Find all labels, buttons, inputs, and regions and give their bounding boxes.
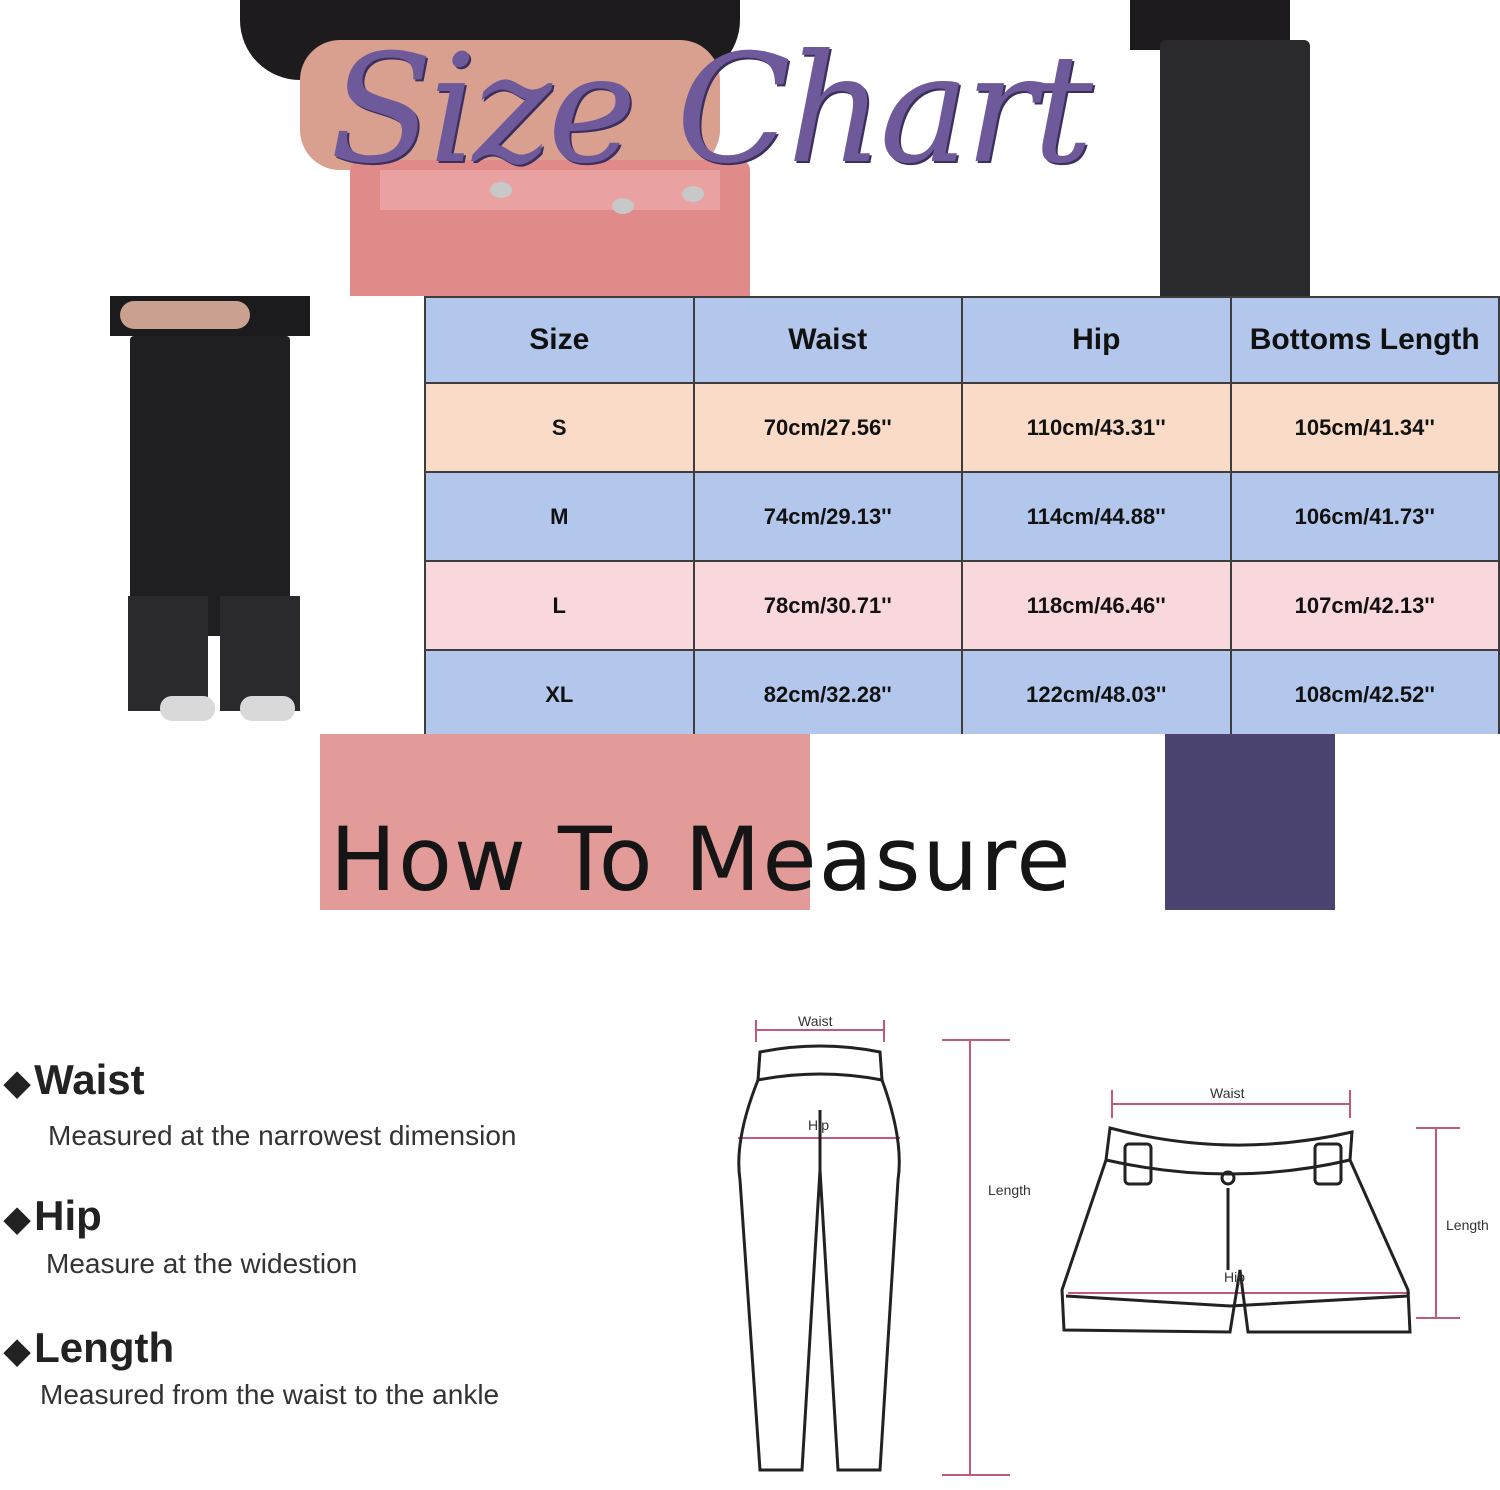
cell-size: L (425, 561, 694, 650)
waist-description: Measured at the narrowest dimension (48, 1120, 517, 1151)
cell-hip: 110cm/43.31'' (962, 383, 1231, 472)
header-size: Size (425, 297, 694, 383)
diamond-bullet-icon: ◆ (4, 1332, 31, 1370)
table-row (425, 472, 1499, 561)
cell-length: 106cm/41.73'' (1231, 472, 1500, 561)
model-photo (60, 296, 424, 734)
header-hip: Hip (962, 297, 1231, 383)
cell-size: XL (425, 650, 694, 739)
how-to-measure-title: How To Measure (330, 808, 1073, 911)
table-row (425, 650, 1499, 739)
cell-size: S (425, 383, 694, 472)
cell-length: 107cm/42.13'' (1231, 561, 1500, 650)
shorts-hip-label: Hip (1224, 1269, 1246, 1285)
header-waist: Waist (694, 297, 963, 383)
waist-heading: ◆Waist (4, 1056, 145, 1103)
cell-hip: 118cm/46.46'' (962, 561, 1231, 650)
shorts-waist-label: Waist (1210, 1085, 1245, 1101)
pants-length-label: Length (988, 1182, 1031, 1198)
size-table (424, 296, 1500, 740)
shorts-length-label: Length (1446, 1217, 1489, 1233)
table-row (425, 383, 1499, 472)
cell-hip: 122cm/48.03'' (962, 650, 1231, 739)
shorts-diagram (1050, 1070, 1500, 1380)
pants-diagram (720, 1000, 1060, 1490)
table-row (425, 561, 1499, 650)
cell-waist: 78cm/30.71'' (694, 561, 963, 650)
pants-waist-label: Waist (798, 1013, 833, 1029)
length-heading: ◆Length (4, 1324, 175, 1371)
length-description: Measured from the waist to the ankle (40, 1379, 500, 1410)
cell-hip: 114cm/44.88'' (962, 472, 1231, 561)
hip-description: Measure at the widestion (46, 1248, 358, 1279)
pants-hip-label: Hip (808, 1117, 830, 1133)
table-header-row (425, 297, 1499, 383)
header-bottoms-length: Bottoms Length (1231, 297, 1500, 383)
cell-waist: 70cm/27.56'' (694, 383, 963, 472)
cell-waist: 74cm/29.13'' (694, 472, 963, 561)
size-chart-title: Size Chart (330, 23, 1089, 197)
cell-length: 108cm/42.52'' (1231, 650, 1500, 739)
cell-length: 105cm/41.34'' (1231, 383, 1500, 472)
hip-heading: ◆Hip (4, 1192, 102, 1239)
cell-size: M (425, 472, 694, 561)
diamond-bullet-icon: ◆ (4, 1200, 31, 1238)
cell-waist: 82cm/32.28'' (694, 650, 963, 739)
diamond-bullet-icon: ◆ (4, 1064, 31, 1102)
